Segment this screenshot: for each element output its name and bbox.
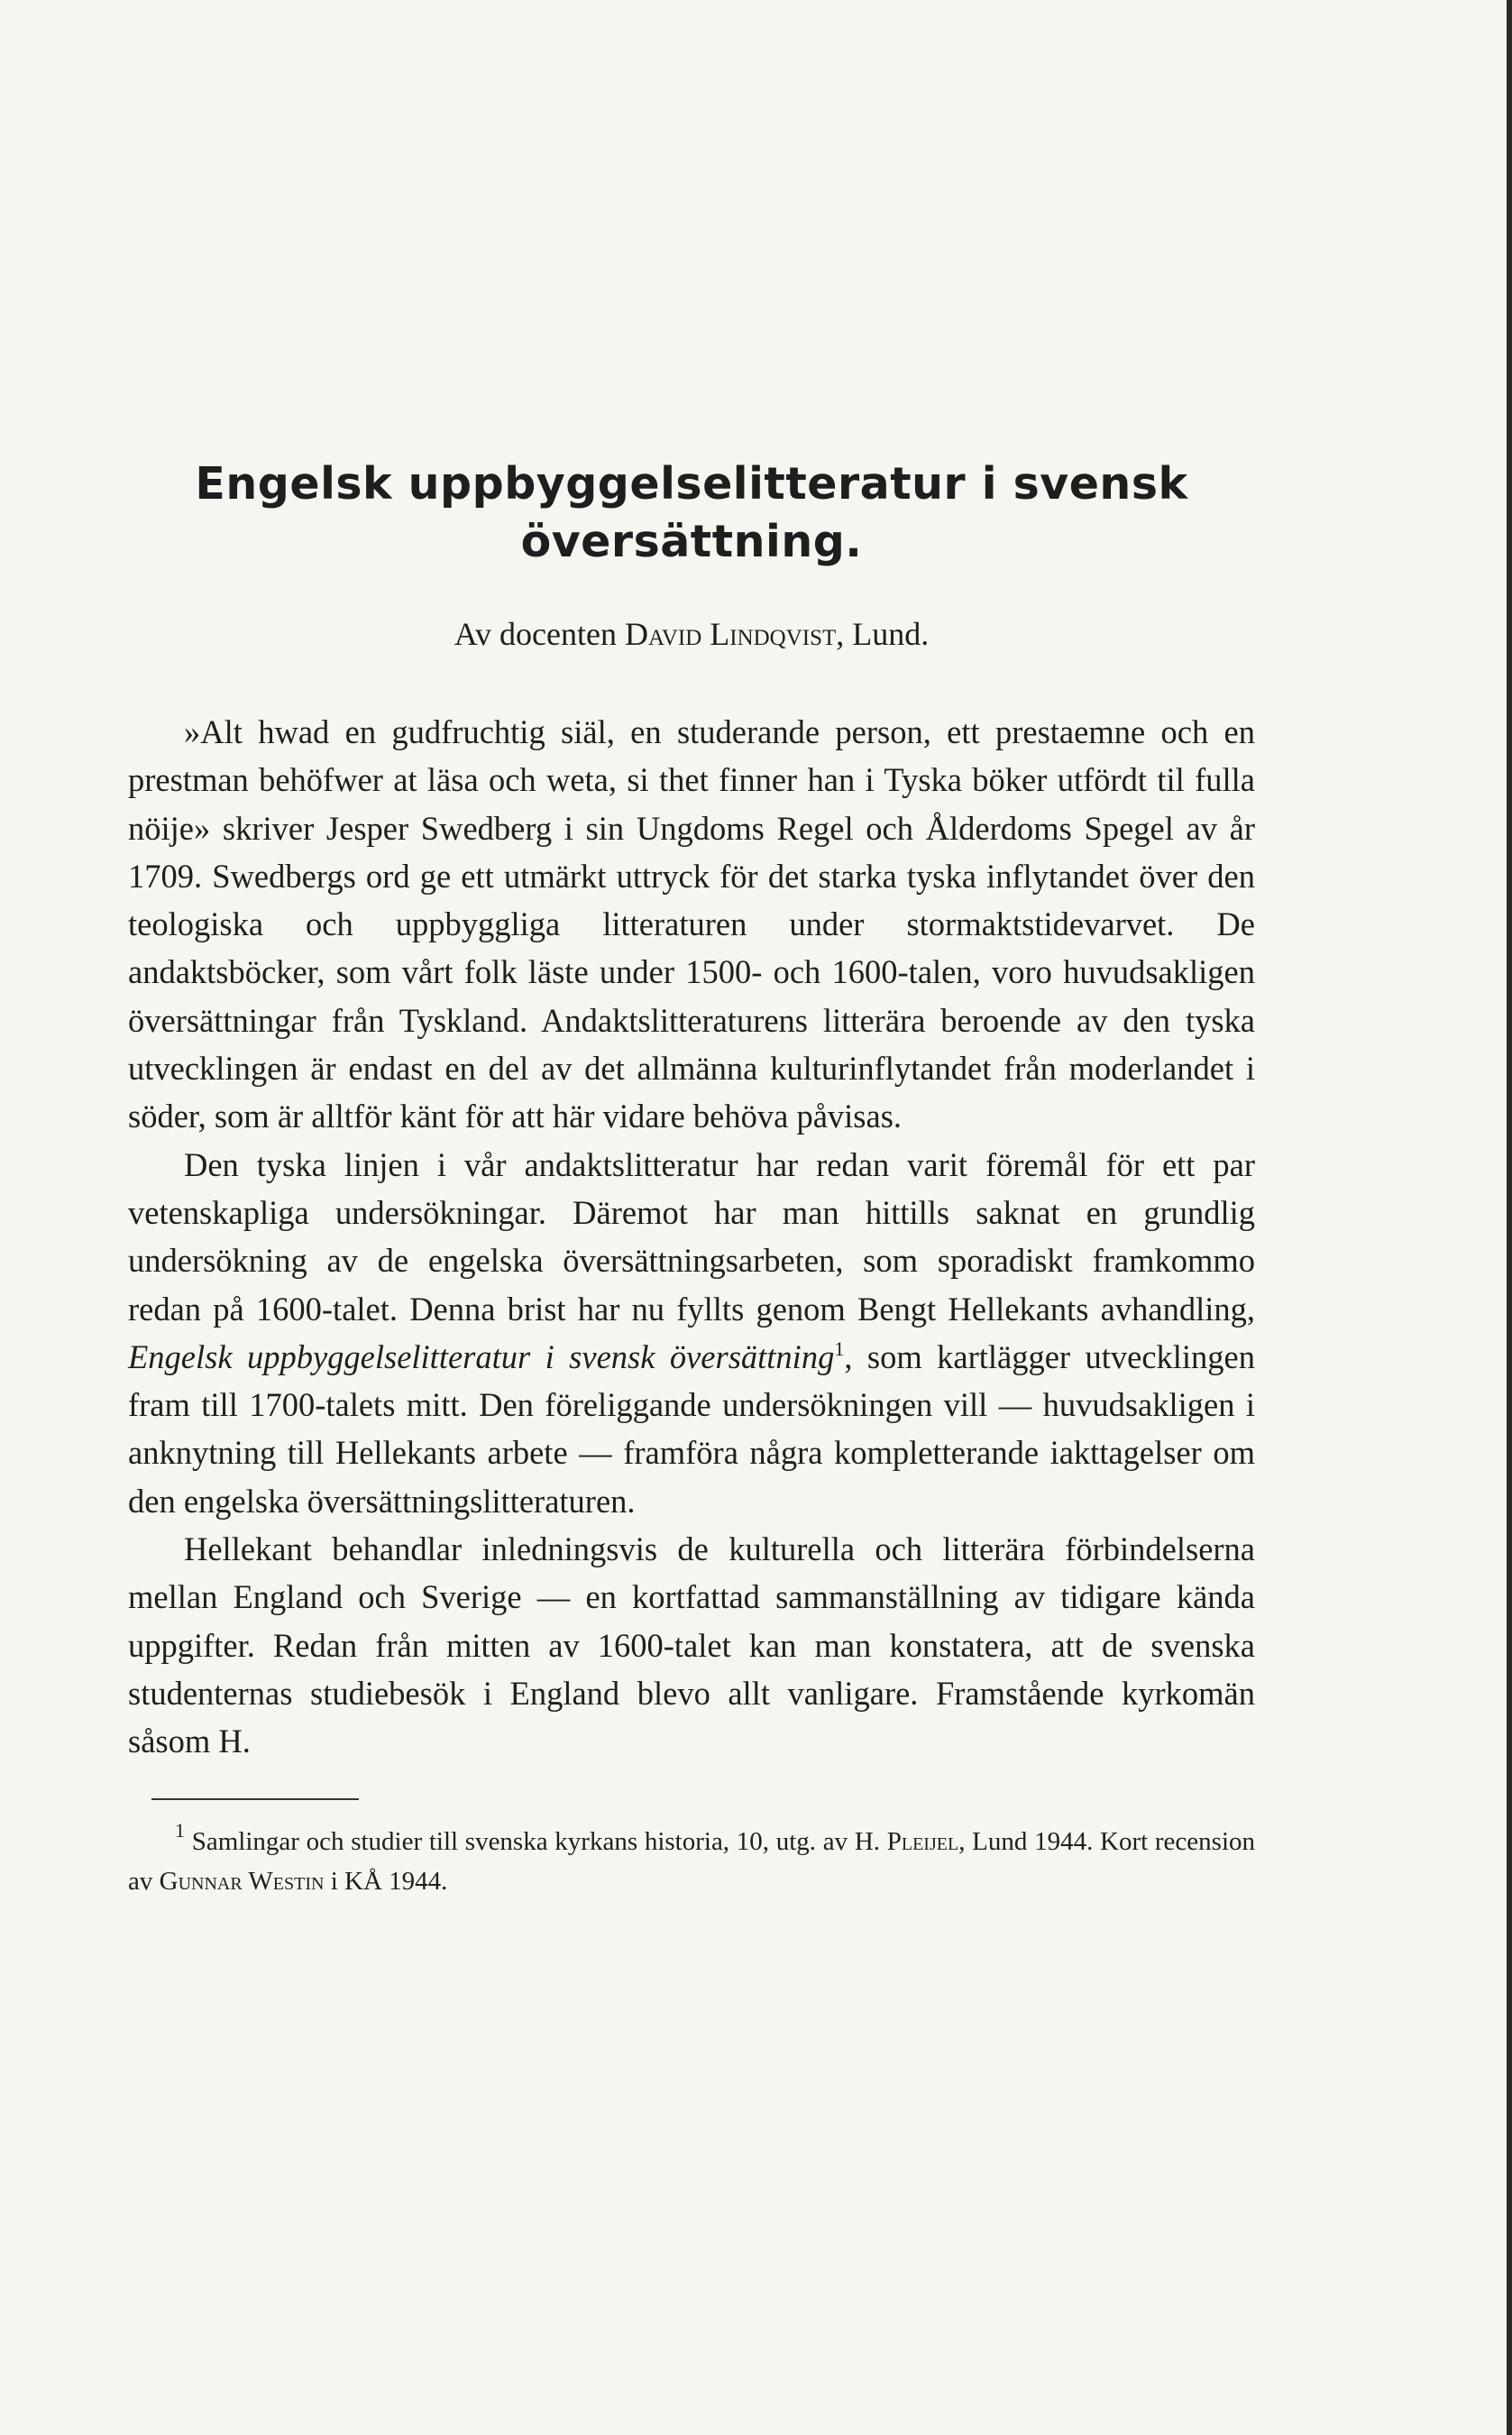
footnote-name-pleijel: Pleijel (886, 1826, 959, 1856)
footnote-divider (151, 1798, 359, 1800)
byline-suffix: , Lund. (836, 616, 930, 652)
paragraph-1: »Alt hwad en gudfruchtig siäl, en studerande person, ett prestaemne och en prestman behöfwer at läsa och weta, si thet finner han i Tyska böker utfördt til fulla nöije» skriver Jesper Swedberg i sin Ungdoms Regel och Ålderdoms Spegel av år 1709. Swedbergs ord ge ett utmärkt uttryck för det starka tyska inflytandet över den teologiska och uppbyggliga litteraturen under stormaktstidevarvet. De andaktsböcker, som vårt folk läste under 1500- och 1600-talen, voro huvudsakligen översättningar från Tyskland. Andaktslitteraturens litterära beroende av den tyska utvecklingen är endast en del av det allmänna kulturinflytandet från moderlandet i söder, som är alltför känt för att här vidare behöva påvisas. (128, 713, 1255, 1135)
footnote-reference[interactable]: 1 (834, 1337, 845, 1360)
paragraph-2 (128, 1141, 1255, 1525)
footnote-name-westin: Gunnar Westin (159, 1866, 325, 1896)
book-title-italic: Engelsk uppbyggelselitteratur i svensk översättning (128, 1337, 835, 1375)
footnote-marker: 1 (175, 1818, 185, 1842)
paragraph-2-text-before: Den tyska linjen i vår andaktslitteratur har redan varit föremål för ett par vetenskapliga undersökningar. Däremot har man hittills saknat en grundlig undersökning av de engelska översättningsarbeten, som sporadiskt framkommo redan på 1600-talet. Denna brist har nu fyllts genom Bengt Hellekants avhandling, (128, 1145, 1255, 1328)
footnote-text-mid: , Lund 1944. Kort recension av (128, 1826, 1256, 1896)
byline (128, 614, 1255, 654)
paragraph-2-text-after: , som kartlägger utvecklingen fram till 1700-talets mitt. Den föreliggande undersökningen vill — huvudsakligen i anknytning till Hellekants arbete — framföra några kompletterande iakttagelser om den engelska översättningslitteraturen. (128, 1337, 1255, 1520)
footnote-text-after: i KÅ 1944. (330, 1866, 448, 1896)
footnote (128, 1818, 1256, 1901)
paragraph-3: Hellekant behandlar inledningsvis de kulturella och litterära förbindelserna mellan England och Sverige — en kortfattad sammanställning av tidigare kända uppgifter. Redan från mitten av 1600-talet kan man konstatera, att de svenska studenternas studiebesök i England blevo allt vanligare. Framstående kyrkomän såsom H. (128, 1530, 1255, 1760)
scan-edge (1507, 0, 1512, 2435)
author-name: David Lindqvist (624, 616, 837, 652)
byline-prefix: Av docenten (454, 616, 617, 652)
article (128, 455, 1255, 1901)
article-title: Engelsk uppbyggelselitteratur i svensk översättning. (195, 458, 1188, 567)
footnote-text-before: Samlingar och studier till svenska kyrkans historia, 10, utg. av H. (191, 1826, 881, 1856)
